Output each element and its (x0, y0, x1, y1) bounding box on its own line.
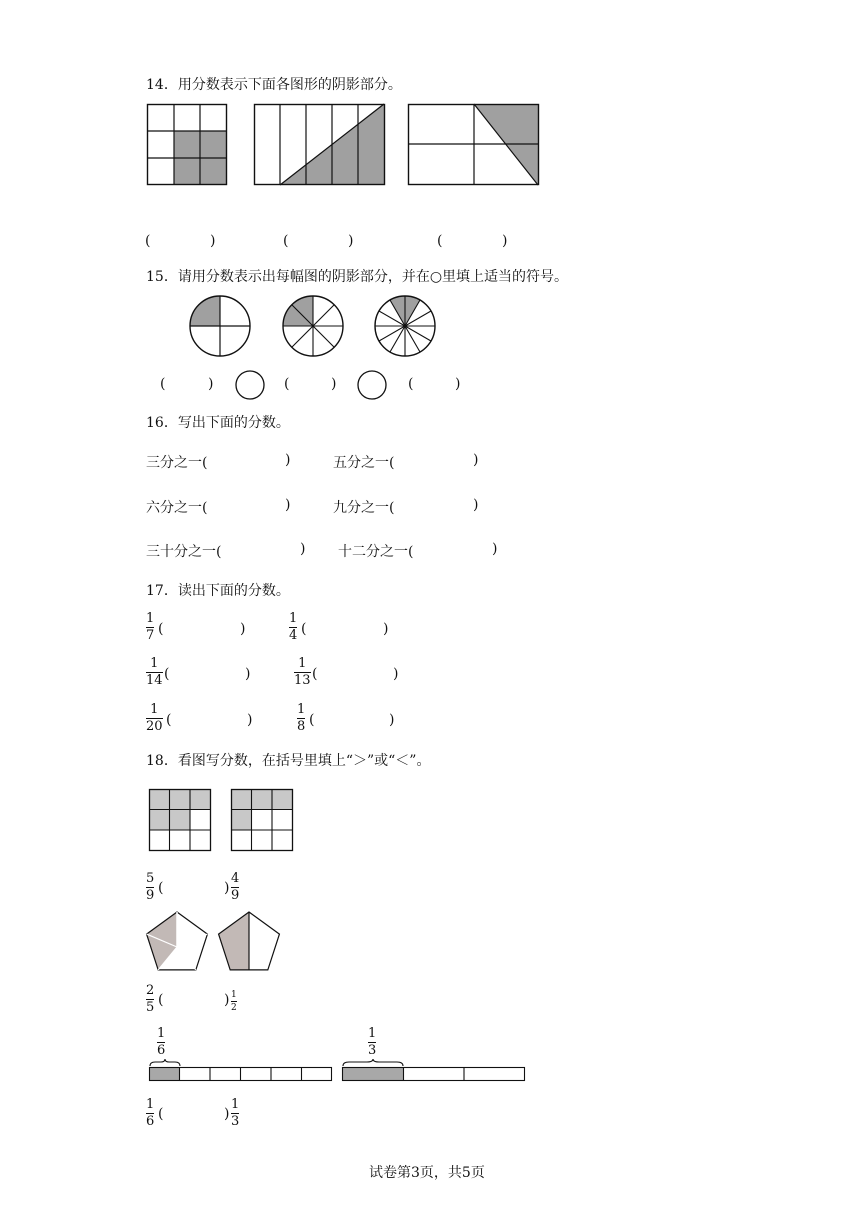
q14-grid-figure (147, 104, 227, 185)
q18-pentagon-fifths (145, 911, 209, 973)
q18-pentagon-halves (217, 911, 281, 973)
q17-close-2: ) (383, 621, 389, 637)
q15-blank-1-open: ( (160, 376, 166, 392)
numerator: 1 (157, 1026, 166, 1041)
q15-blank-1-close: ) (208, 376, 214, 392)
q16-item-3: 六分之一( (146, 500, 208, 516)
q17-close-5: ) (247, 712, 253, 728)
q18-pair1-left (146, 872, 154, 903)
question-16-text: 16．写出下面的分数。 (146, 415, 290, 431)
q18-pair2-right (231, 990, 237, 1013)
q14-strip-figure (254, 104, 385, 185)
question-17-text: 17．读出下面的分数。 (146, 583, 290, 599)
q18-pair2-open: ( (158, 992, 164, 1008)
q17-fraction-3 (146, 657, 163, 688)
denominator: 7 (146, 628, 155, 643)
numerator: 1 (368, 1026, 377, 1041)
numerator: 1 (150, 656, 159, 671)
q18-pair1-right (231, 872, 239, 903)
numerator: 1 (231, 990, 237, 1000)
q15-circle-twelfths (374, 295, 436, 357)
numerator: 1 (231, 1097, 240, 1112)
denominator: 9 (231, 888, 240, 903)
q18-bar1-label (157, 1027, 165, 1058)
q15-circle-eighths (282, 295, 344, 357)
q18-pair3-close: ) (224, 1106, 230, 1122)
q15-blank-3-open: ( (408, 376, 414, 392)
q15-compare-circle-1 (234, 370, 266, 400)
numerator: 1 (297, 702, 306, 717)
numerator: 5 (146, 871, 155, 886)
numerator: 1 (146, 1097, 155, 1112)
q17-close-6: ) (389, 712, 395, 728)
denominator: 13 (294, 673, 311, 688)
q16-item-1: 三分之一( (146, 455, 208, 471)
q16-item-2: 五分之一( (333, 455, 395, 471)
question-14-text: 14．用分数表示下面各图形的阴影部分。 (146, 77, 402, 93)
q16-item-4-close: ) (473, 497, 479, 513)
q15-blank-2-open: ( (284, 376, 290, 392)
q16-item-6-close: ) (492, 541, 498, 557)
q16-item-3-close: ) (285, 497, 291, 513)
q17-fraction-2 (289, 612, 297, 643)
q17-open-2: ( (301, 621, 307, 637)
numerator: 1 (146, 611, 155, 626)
numerator: 2 (146, 983, 155, 998)
q18-pair3-right (231, 1098, 239, 1129)
q18-pair2-left (146, 984, 154, 1015)
q15-blank-2-close: ) (331, 376, 337, 392)
q18-bar-thirds (342, 1067, 525, 1081)
q18-pair2-close: ) (224, 992, 230, 1008)
denominator: 6 (146, 1114, 155, 1129)
q16-item-2-close: ) (473, 452, 479, 468)
numerator: 4 (231, 871, 240, 886)
q17-open-6: ( (309, 712, 315, 728)
denominator: 3 (231, 1114, 240, 1129)
numerator: 1 (289, 611, 298, 626)
q18-grid-4-of-9 (231, 789, 293, 851)
q17-open-1: ( (158, 621, 164, 637)
denominator: 3 (368, 1043, 377, 1058)
q14-blank-3-close: ) (502, 233, 508, 249)
q15-circle-quarters (189, 295, 251, 357)
q16-item-6: 十二分之一( (338, 544, 414, 560)
q17-open-3: ( (164, 666, 170, 682)
q16-item-4: 九分之一( (333, 500, 395, 516)
q14-blank-1-close: ) (210, 233, 216, 249)
page-footer: 试卷第3页，共5页 (369, 1165, 485, 1181)
q17-fraction-4 (294, 657, 311, 688)
q17-fraction-5 (146, 703, 163, 734)
q15-blank-3-close: ) (455, 376, 461, 392)
q17-close-4: ) (393, 666, 399, 682)
q14-blank-2-close: ) (348, 233, 354, 249)
denominator: 9 (146, 888, 155, 903)
q18-grid-5-of-9 (149, 789, 211, 851)
q15-compare-circle-2 (356, 370, 388, 400)
q18-pair3-open: ( (158, 1106, 164, 1122)
q18-brace-2 (342, 1058, 404, 1067)
q18-bar2-label (368, 1027, 376, 1058)
denominator: 5 (146, 1000, 155, 1015)
denominator: 8 (297, 719, 306, 734)
numerator: 1 (150, 702, 159, 717)
q17-close-1: ) (240, 621, 246, 637)
q16-item-1-close: ) (285, 452, 291, 468)
question-15-text: 15．请用分数表示出每幅图的阴影部分，并在○里填上适当的符号。 (146, 269, 569, 285)
denominator: 14 (146, 673, 163, 688)
q18-pair1-close: ) (224, 880, 230, 896)
q17-fraction-6 (297, 703, 305, 734)
q14-blank-3-open: ( (437, 233, 443, 249)
denominator: 20 (146, 719, 163, 734)
q17-open-5: ( (166, 712, 172, 728)
q14-triangle-figure (408, 104, 539, 185)
q14-blank-1-open: ( (145, 233, 151, 249)
q18-pair3-left (146, 1098, 154, 1129)
q17-open-4: ( (312, 666, 318, 682)
denominator: 2 (231, 1003, 237, 1013)
q18-brace-1 (149, 1058, 181, 1067)
denominator: 6 (157, 1043, 166, 1058)
q17-fraction-1 (146, 612, 154, 643)
q16-item-5: 三十分之一( (146, 544, 222, 560)
numerator: 1 (298, 656, 307, 671)
q17-close-3: ) (245, 666, 251, 682)
q14-blank-2-open: ( (283, 233, 289, 249)
denominator: 4 (289, 628, 298, 643)
q16-item-5-close: ) (300, 541, 306, 557)
q18-pair1-open: ( (158, 880, 164, 896)
question-18-text: 18．看图写分数，在括号里填上“＞”或“＜”。 (146, 753, 431, 769)
q18-bar-sixths (149, 1067, 332, 1081)
